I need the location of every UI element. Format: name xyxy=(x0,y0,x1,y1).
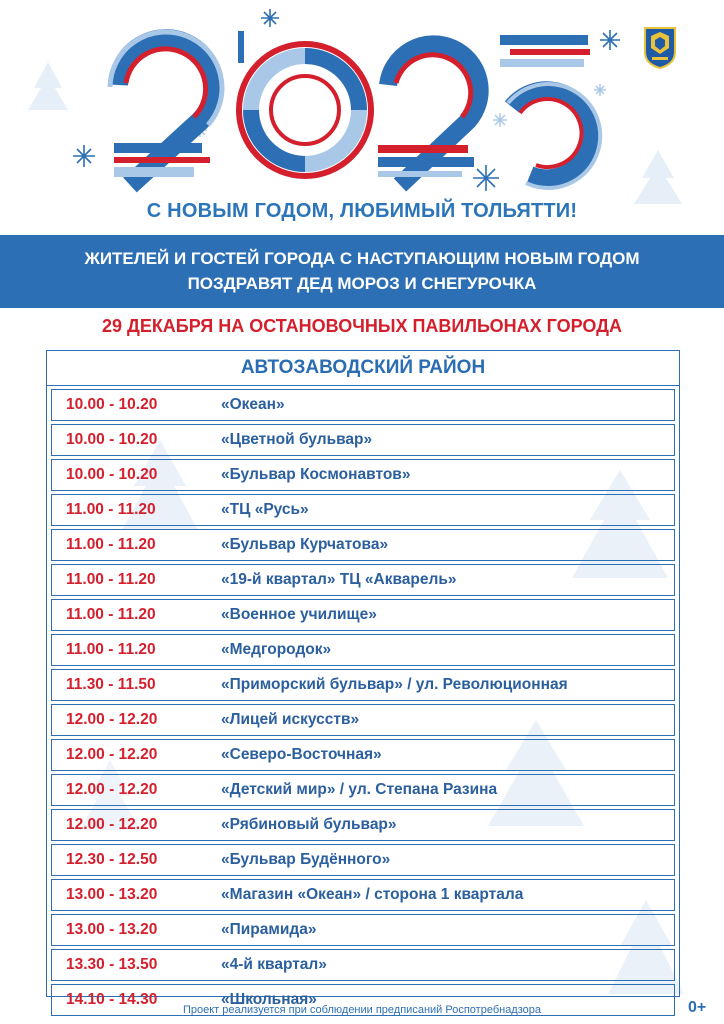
row-time: 12.30 - 12.50 xyxy=(66,851,158,868)
announcement-banner xyxy=(0,235,724,308)
schedule-rows xyxy=(47,389,679,1016)
row-stop-name: «Лицей искусств» xyxy=(221,711,360,728)
row-stop-name: «19-й квартал» ТЦ «Акварель» xyxy=(221,571,457,588)
row-stop-name: «Цветной бульвар» xyxy=(221,431,373,448)
row-stop-name: «Бульвар Космонавтов» xyxy=(221,466,411,483)
row-stop-name: «Приморский бульвар» / ул. Революционная xyxy=(221,676,568,693)
snowflake-icon xyxy=(73,145,95,167)
table-row xyxy=(51,949,675,981)
row-time: 13.00 - 13.20 xyxy=(66,886,158,903)
row-time: 14.10 - 14.30 xyxy=(66,991,158,1008)
table-row xyxy=(51,529,675,561)
table-row xyxy=(51,634,675,666)
table-row xyxy=(51,774,675,806)
banner-line-2: ПОЗДРАВЯТ ДЕД МОРОЗ И СНЕГУРОЧКА xyxy=(187,274,537,293)
table-row xyxy=(51,494,675,526)
table-row xyxy=(51,669,675,701)
row-stop-name: «Рябиновый бульвар» xyxy=(221,816,397,833)
row-time: 12.00 - 12.20 xyxy=(66,711,158,728)
row-stop-name: «Медгородок» xyxy=(221,641,332,658)
row-stop-name: «Магазин «Океан» / сторона 1 квартала xyxy=(221,886,524,903)
city-coat-of-arms-icon xyxy=(643,26,677,70)
table-row xyxy=(51,424,675,456)
row-time: 10.00 - 10.20 xyxy=(66,396,158,413)
row-time: 12.00 - 12.20 xyxy=(66,746,158,763)
row-time: 12.00 - 12.20 xyxy=(66,816,158,833)
row-time: 11.30 - 11.50 xyxy=(66,676,156,693)
row-stop-name: «Северо-Восточная» xyxy=(221,746,382,763)
row-time: 13.30 - 13.50 xyxy=(66,956,158,973)
row-stop-name: «4-й квартал» xyxy=(221,956,327,973)
fir-tree-icon xyxy=(634,150,682,204)
age-rating-badge: 0+ xyxy=(688,999,707,1016)
event-date-heading: 29 ДЕКАБРЯ НА ОСТАНОВОЧНЫХ ПАВИЛЬОНАХ ГОРОДА xyxy=(101,316,623,336)
row-stop-name: «Бульвар Курчатова» xyxy=(221,536,389,553)
table-row xyxy=(51,844,675,876)
row-time: 11.00 - 11.20 xyxy=(66,641,156,658)
banner-line-1: ЖИТЕЛЕЙ И ГОСТЕЙ ГОРОДА С НАСТУПАЮЩИМ НОВЫМ ГОДОМ xyxy=(84,249,640,268)
row-stop-name: «Океан» xyxy=(221,396,285,413)
row-time: 10.00 - 10.20 xyxy=(66,431,158,448)
year-digit-2 xyxy=(378,44,480,185)
greeting-title: С НОВЫМ ГОДОМ, ЛЮБИМЫЙ ТОЛЬЯТТИ! xyxy=(146,200,578,222)
schedule-table xyxy=(46,350,680,1008)
row-time: 11.00 - 11.20 xyxy=(66,571,156,588)
row-time: 13.00 - 13.20 xyxy=(66,921,158,938)
row-stop-name: «ТЦ «Русь» xyxy=(221,501,309,518)
fir-tree-icon xyxy=(28,62,68,110)
year-digit-3 xyxy=(500,35,600,188)
table-row xyxy=(51,459,675,491)
table-row xyxy=(51,704,675,736)
row-stop-name: «Бульвар Будённого» xyxy=(221,851,391,868)
table-row xyxy=(51,879,675,911)
year-digit-2 xyxy=(110,32,222,185)
row-stop-name: «Военное училище» xyxy=(221,606,377,623)
table-row xyxy=(51,389,675,421)
row-stop-name: «Школьная» xyxy=(221,991,317,1008)
year-digit-0 xyxy=(238,31,371,176)
year-graphic xyxy=(100,25,610,195)
row-time: 12.00 - 12.20 xyxy=(66,781,158,798)
table-row xyxy=(51,739,675,771)
table-row xyxy=(51,564,675,596)
row-time: 11.00 - 11.20 xyxy=(66,501,156,518)
table-row xyxy=(51,809,675,841)
row-stop-name: «Детский мир» / ул. Степана Разина xyxy=(221,781,498,798)
footer-note: Проект реализуется при соблюдении предписаний Роспотребнадзора xyxy=(182,1004,542,1016)
table-row xyxy=(51,599,675,631)
row-time: 11.00 - 11.20 xyxy=(66,536,156,553)
row-stop-name: «Пирамида» xyxy=(221,921,317,938)
row-time: 10.00 - 10.20 xyxy=(66,466,158,483)
table-row xyxy=(51,914,675,946)
row-time: 11.00 - 11.20 xyxy=(66,606,156,623)
district-header: АВТОЗАВОДСКИЙ РАЙОН xyxy=(47,351,679,386)
